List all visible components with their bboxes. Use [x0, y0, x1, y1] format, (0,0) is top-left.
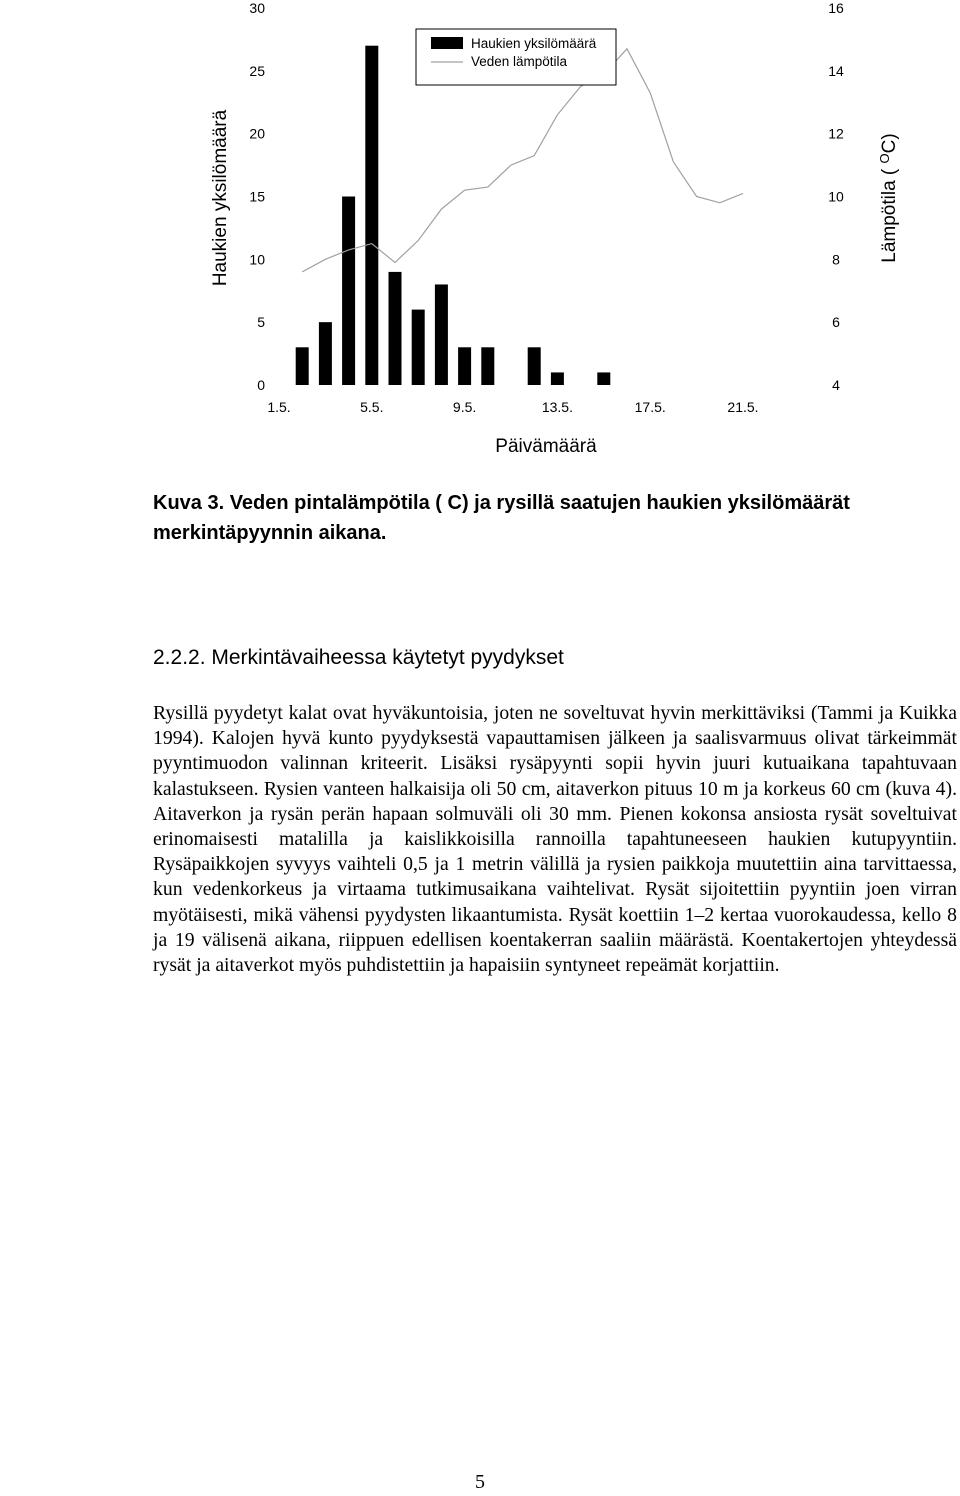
left-axis-tick-label: 0: [257, 377, 265, 393]
legend-label-line: Veden lämpötila: [471, 54, 568, 69]
bar: [389, 272, 402, 385]
bar: [528, 347, 541, 385]
bar-line-chart: [0, 0, 960, 470]
bar: [412, 310, 425, 385]
bar: [296, 347, 309, 385]
right-axis-tick-label: 4: [832, 377, 840, 393]
left-axis-tick-label: 10: [249, 251, 265, 268]
right-axis-title-superscript: O: [877, 153, 892, 164]
bar: [365, 46, 378, 385]
x-axis-tick-label: 21.5.: [727, 399, 759, 415]
right-axis-tick-label: 8: [832, 251, 840, 268]
left-axis-tick-label: 20: [249, 125, 265, 142]
left-axis-tick-label: 5: [257, 314, 265, 331]
left-axis-title: Haukien yksilömäärä: [210, 109, 231, 287]
right-axis-title: Lämpötila ( $^O$C): [877, 133, 900, 263]
bar: [458, 347, 471, 385]
left-axis-tick-label: 25: [249, 62, 265, 79]
bar: [319, 322, 332, 385]
bar: [481, 347, 494, 385]
right-axis-tick-label: 12: [828, 125, 844, 142]
right-axis-ticks: [828, 0, 844, 393]
x-axis-tick-label: 1.5.: [267, 399, 291, 415]
bar: [342, 197, 355, 386]
legend-label-bars: Haukien yksilömäärä: [471, 36, 597, 51]
right-axis-tick-label: 14: [828, 62, 844, 79]
bar-series: [296, 46, 611, 385]
x-axis-ticks: [267, 399, 758, 415]
x-axis-tick-label: 5.5.: [360, 399, 384, 415]
body-paragraph: Rysillä pyydetyt kalat ovat hyväkuntoisia, joten ne soveltuvat hyvin merkittäviksi (Tammi ja Kuikka 1994). Kalojen hyvä kunto pyydyksestä vapauttamisen jälkeen ja saalisvarmuus olivat tärkeimmät pyyntimuodon valinnan kriteerit. Lisäksi rysäpyynti sopii hyvin juuri kutuaikana tapahtuvaan kalastukseen. Rysien vanteen halkaisija oli 50 cm, aitaverkon pituus 10 m ja korkeus 60 cm (kuva 4). Aitaverkon ja rysän perän hapaan solmuväli oli 30 mm. Pienen kokonsa ansiosta rysät soveltuivat erinomaisesti matalilla ja kaislikkoisilla rannoilla tapahtuneeseen haukien kutupyyntiin. Rysäpaikkojen syvyys vaihteli 0,5 ja 1 metrin välillä ja rysien paikkoja muutettiin aina tarvittaessa, kun vedenkorkeus ja virtaama tutkimusaikana vaihtelivat. Rysät sijoitettiin pyyntiin joen virran myötäisesti, mikä vähensi pyydysten likaantumista. Rysät koettiin 1–2 kertaa vuorokaudessa, kello 8 ja 19 välisenä aikana, riippuen edellisen koentakerran saaliin määrästä. Koentakertojen yhteydessä rysät ja aitaverkot myös puhdistettiin ja hapaisiin syntyneet repeämät korjattiin.: [153, 702, 957, 977]
right-axis-tick-label: 10: [828, 188, 844, 205]
left-axis-tick-label: 15: [249, 188, 265, 205]
legend-swatch-bar: [431, 37, 463, 49]
bar: [597, 372, 610, 385]
x-axis-tick-label: 9.5.: [452, 399, 477, 415]
left-axis-tick-label: 30: [249, 0, 265, 16]
x-axis-title: Päivämäärä: [495, 436, 597, 457]
bar: [435, 284, 448, 385]
left-axis-ticks: [249, 0, 265, 393]
right-axis-tick-label: 16: [828, 0, 844, 16]
chart-legend: [416, 29, 616, 85]
bar: [551, 372, 564, 385]
x-axis-tick-label: 13.5.: [541, 399, 573, 415]
right-axis-tick-label: 6: [832, 314, 840, 331]
section-heading: 2.2.2. Merkintävaiheessa käytetyt pyydykset: [153, 646, 564, 669]
page-number: 5: [475, 1471, 485, 1493]
x-axis-tick-label: 17.5.: [634, 399, 666, 415]
figure-caption: Kuva 3. Veden pintalämpötila ( C) ja rysillä saatujen haukien yksilömäärät merkintäpyynnin aikana.: [153, 492, 850, 544]
